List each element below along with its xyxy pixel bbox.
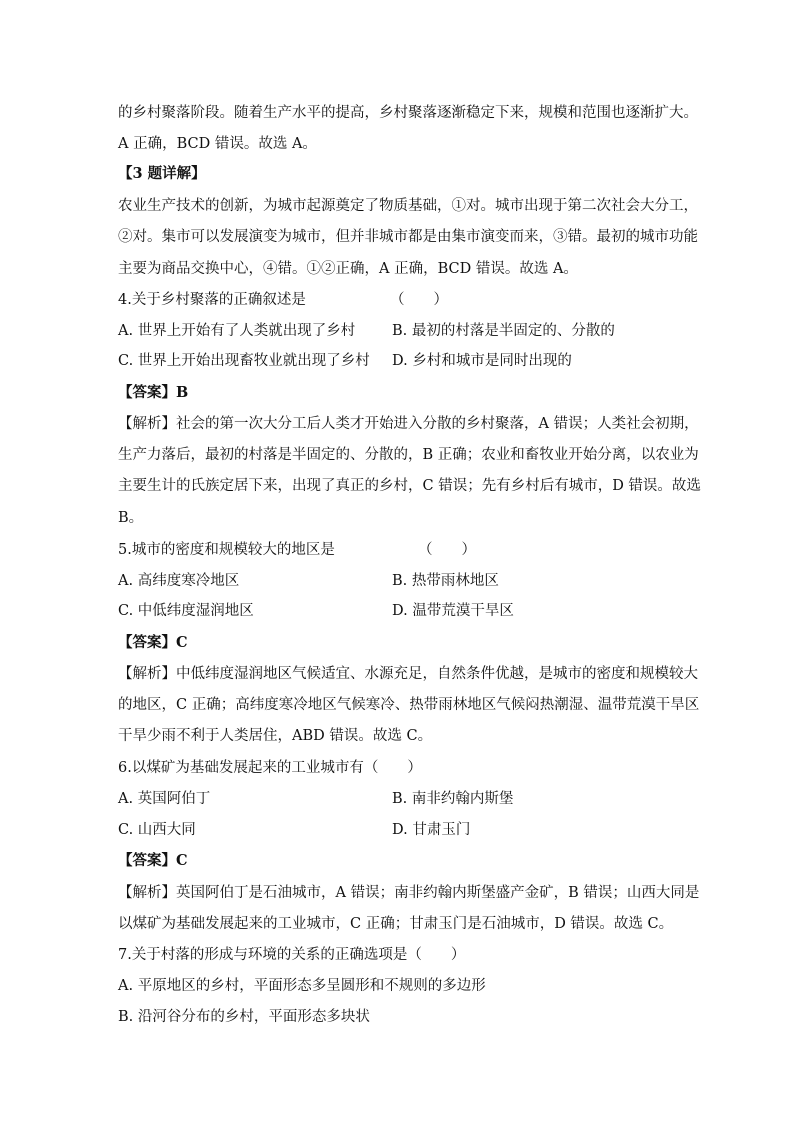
option-c: C. 中低纬度湿润地区 <box>118 603 254 619</box>
section-heading: 【3 题详解】 <box>118 165 206 182</box>
text-line: ②对。集市可以发展演变为城市，但并非城市都是由集市演变而来，③错。最初的城市功能 <box>118 229 698 245</box>
analysis-line: 干旱少雨不利于人类居住，ABD 错误。故选 C。 <box>118 728 433 744</box>
question-stem-text: 4.关于乡村聚落的正确叙述是 <box>118 292 306 308</box>
option-b: B. 南非约翰内斯堡 <box>392 791 514 807</box>
text-line: A 正确，BCD 错误。故选 A。 <box>118 136 317 152</box>
analysis-line: 的地区，C 正确；高纬度寒冷地区气候寒冷、热带雨林地区气候闷热潮湿、温带荒漠干旱区 <box>118 697 700 713</box>
text-line: 的乡村聚落阶段。随着生产水平的提高，乡村聚落逐渐稳定下来，规模和范围也逐渐扩大。 <box>118 105 698 121</box>
option-a: A. 世界上开始有了人类就出现了乡村 <box>118 323 356 339</box>
question-6-stem: 6.以煤矿为基础发展起来的工业城市有（ ） <box>118 760 422 776</box>
answer-label: 【答案】C <box>118 852 188 869</box>
option-d: D. 甘肃玉门 <box>392 822 471 838</box>
analysis-line: B。 <box>118 510 144 526</box>
answer-bracket: （ ） <box>418 542 476 558</box>
option-a: A. 高纬度寒冷地区 <box>118 573 240 589</box>
option-a: A. 平原地区的乡村，平面形态多呈圆形和不规则的多边形 <box>118 978 486 994</box>
analysis-line: 主要生计的氏族定居下来，出现了真正的乡村，C 错误；先有乡村后有城市，D 错误。故选 <box>118 478 701 494</box>
question-7-stem: 7.关于村落的形成与环境的关系的正确选项是（ ） <box>118 947 466 963</box>
text-line: 主要为商品交换中心，④错。①②正确，A 正确，BCD 错误。故选 A。 <box>118 261 578 277</box>
option-b: B. 最初的村落是半固定的、分散的 <box>392 323 615 339</box>
answer-label: 【答案】C <box>118 634 188 651</box>
option-d: D. 温带荒漠干旱区 <box>392 603 514 619</box>
option-d: D. 乡村和城市是同时出现的 <box>392 353 572 369</box>
text-line: 农业生产技术的创新，为城市起源奠定了物质基础，①对。城市出现于第二次社会大分工， <box>118 198 698 214</box>
question-stem-text: 5.城市的密度和规模较大的地区是 <box>118 542 335 558</box>
option-b: B. 热带雨林地区 <box>392 573 499 589</box>
option-a: A. 英国阿伯丁 <box>118 791 211 807</box>
option-b: B. 沿河谷分布的乡村，平面形态多块状 <box>118 1009 370 1025</box>
analysis-line: 【解析】社会的第一次大分工后人类才开始进入分散的乡村聚落，A 错误；人类社会初期， <box>118 416 699 432</box>
answer-label: 【答案】B <box>118 384 189 401</box>
question-4-stem <box>118 290 448 310</box>
option-c: C. 世界上开始出现畜牧业就出现了乡村 <box>118 353 370 369</box>
analysis-line: 【解析】中低纬度湿润地区气候适宜、水源充足，自然条件优越，是城市的密度和规模较大 <box>118 666 698 682</box>
analysis-line: 以煤矿为基础发展起来的工业城市，C 正确；甘肃玉门是石油城市，D 错误。故选 C。 <box>118 916 674 932</box>
option-c: C. 山西大同 <box>118 822 196 838</box>
question-4-options-row-1 <box>118 321 355 341</box>
analysis-line: 生产力落后，最初的村落是半固定的、分散的，B 正确；农业和畜牧业开始分离，以农业为 <box>118 447 699 463</box>
answer-bracket: （ ） <box>390 292 448 308</box>
analysis-line: 【解析】英国阿伯丁是石油城市，A 错误；南非约翰内斯堡盛产金矿，B 错误；山西大同是 <box>118 885 700 901</box>
question-5-stem <box>118 540 476 560</box>
